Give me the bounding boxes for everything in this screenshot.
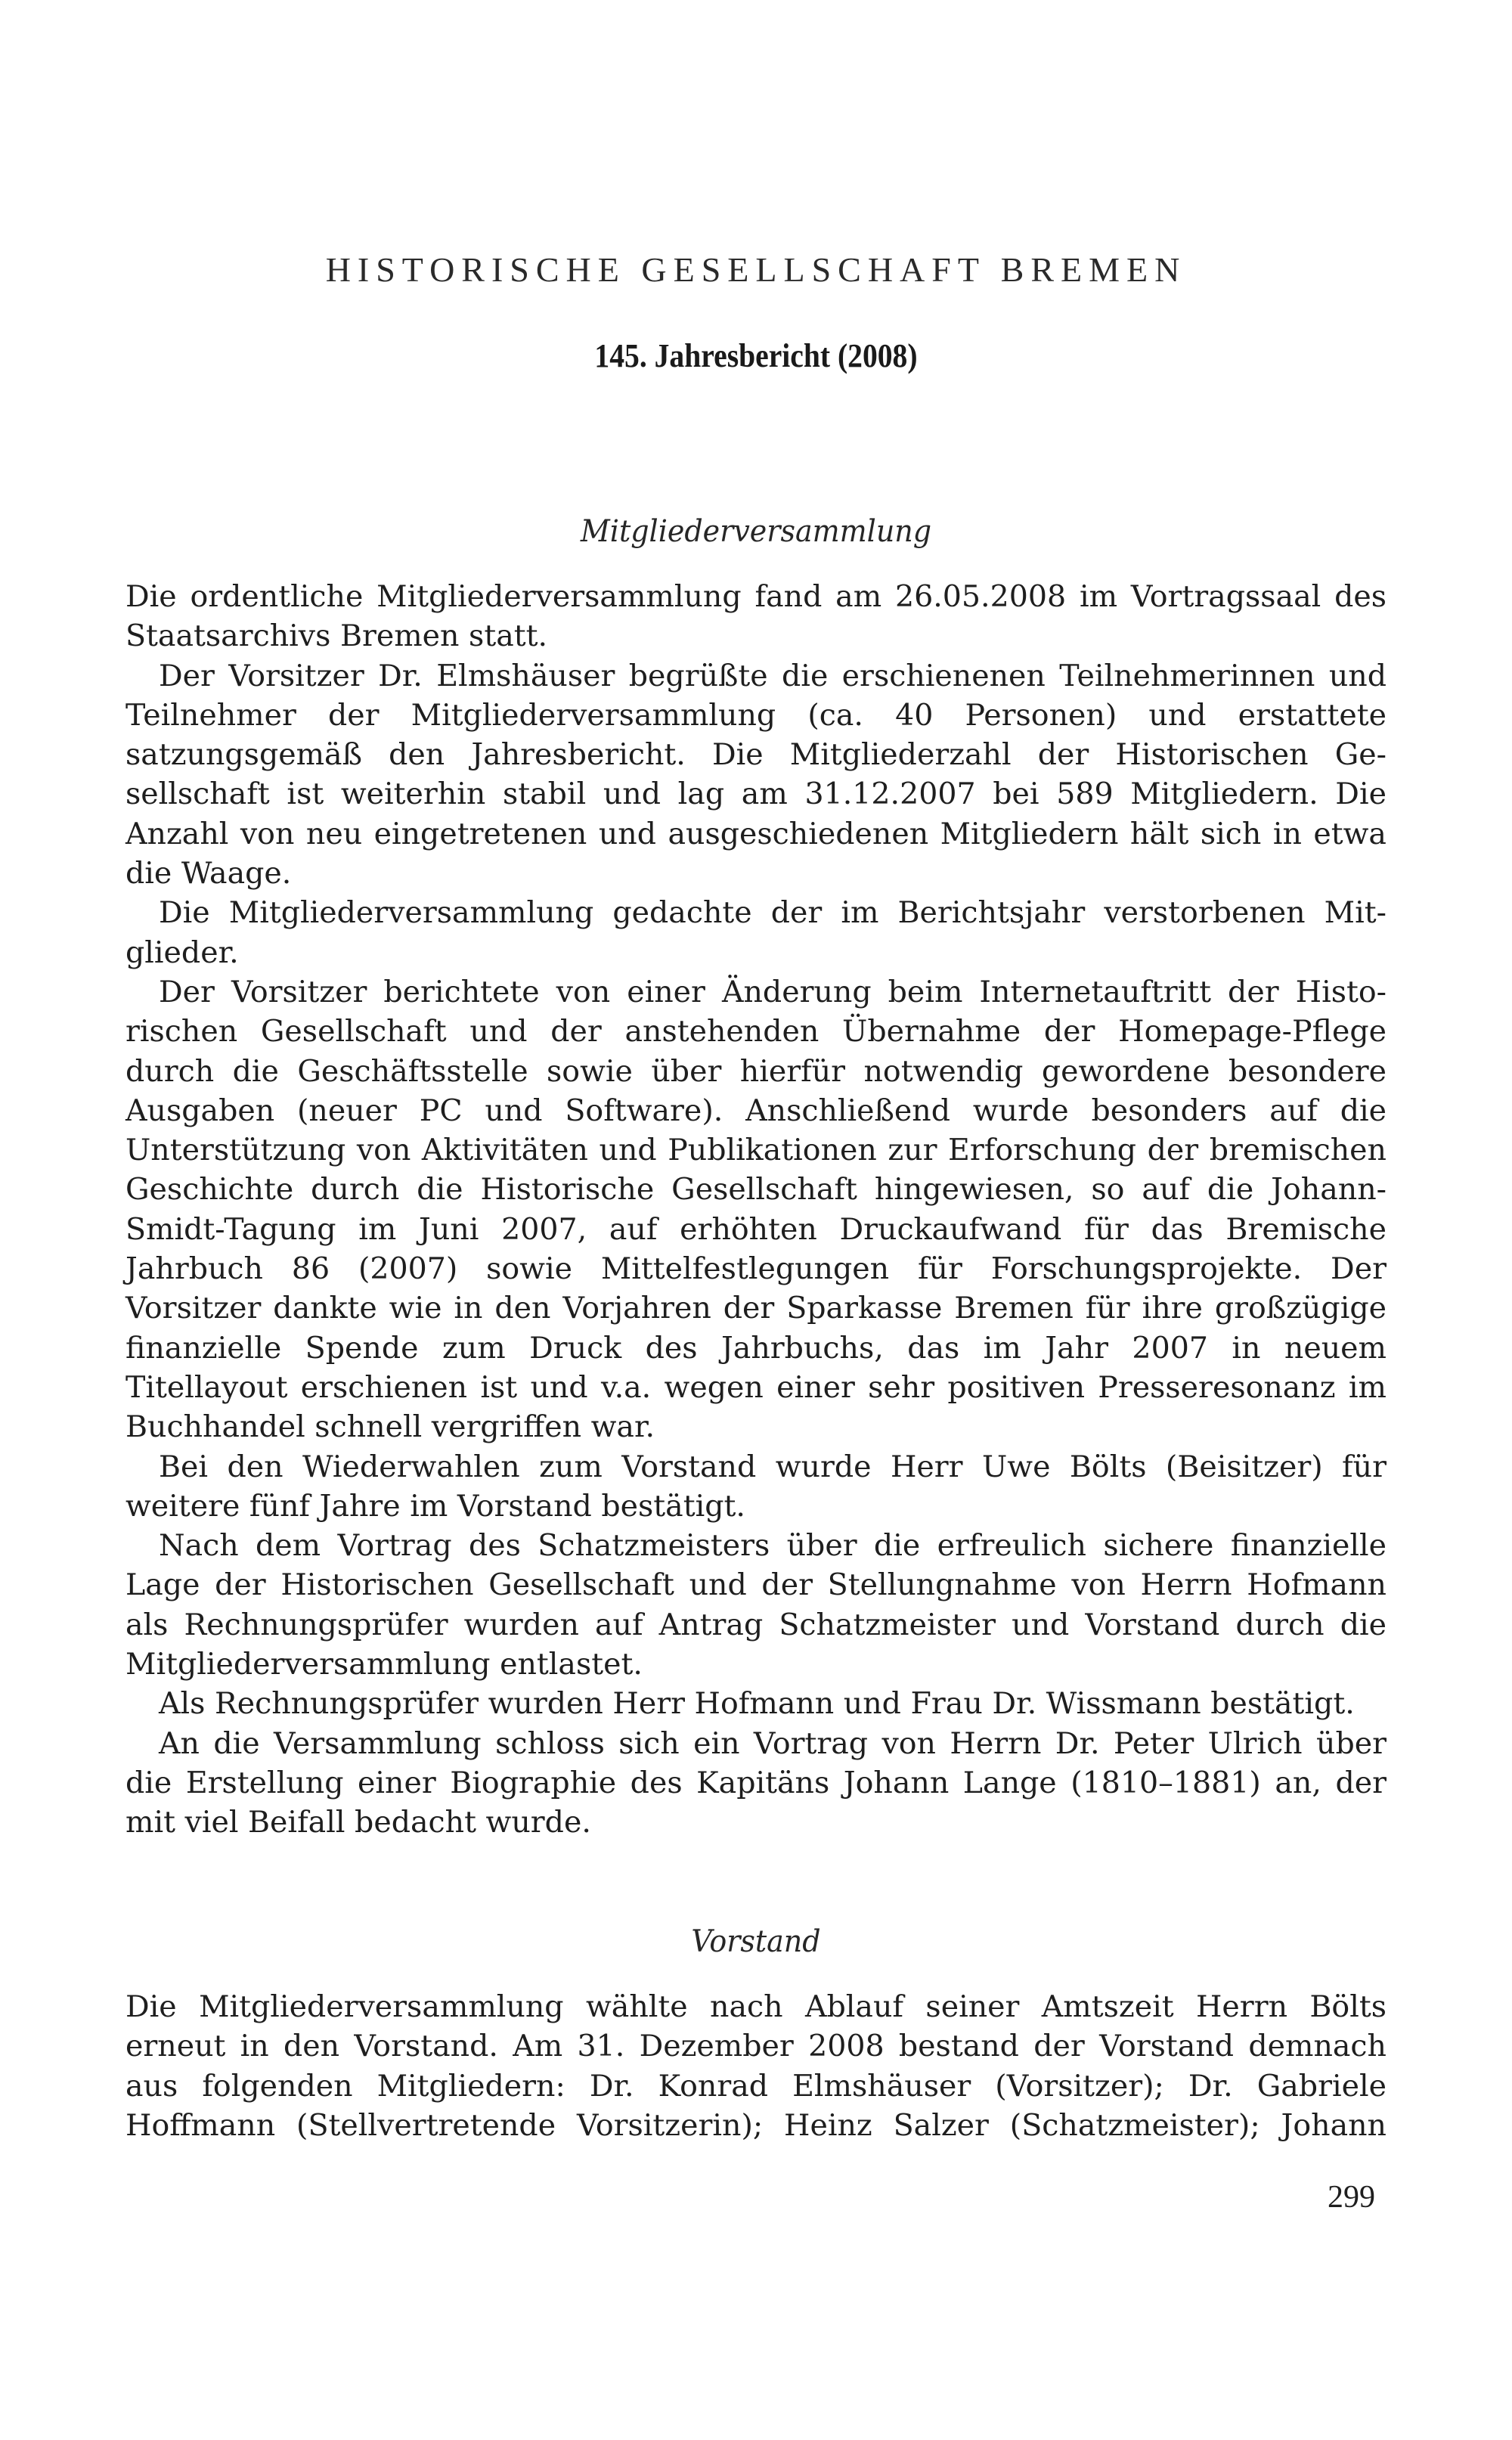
section-heading-mitgliederversammlung: Mitgliederversammlung <box>580 514 932 549</box>
running-head: HISTORISCHE GESELLSCHAFT BREMEN <box>325 250 1187 289</box>
paragraph: Als Rechnungsprüfer wurden Herr Hofmann und Frau Dr. Wissmann bestätigt. <box>159 1686 1355 1722</box>
paragraph: Die ordentliche Mitgliederversammlung fand am 26.05.2008 im Vortragssaal des Staatsarchivs Bremen statt. <box>125 579 1387 654</box>
report-title: 145. Jahresbericht (2008) <box>594 337 918 374</box>
section-body-vorstand <box>125 1987 1387 2145</box>
page-number: 299 <box>1328 2180 1375 2215</box>
paragraph: Der Vorsitzer berichtete von einer Änderung beim Internetauftritt der Historischen Gesellschaft und der anstehenden Übernahme der Homepage-Pflege durch die Geschäftsstelle sowie über hierfür notwendig gewordene besondere Ausgaben (neuer PC und Software). Anschließend wurde besonders auf die Unterstützung von Aktivitäten und Publikationen zur Erforschung der bremischen Geschichte durch die Historische Gesellschaft hingewiesen, so auf die Johann-Smidt-Tagung im Juni 2007, auf erhöhten Druckaufwand für das Bremische Jahrbuch 86 (2007) sowie Mittelfestlegungen für Forschungsprojekte. Der Vorsitzer dankte wie in den Vorjahren der Sparkasse Bremen für ihre großzügige finanzielle Spende zum Druck des Jahrbuchs, das im Jahr 2007 in neuem Titellayout erschienen ist und v.a. wegen einer sehr positiven Presseresonanz im Buchhandel schnell vergriffen war. <box>125 974 1387 1445</box>
paragraph: Der Vorsitzer Dr. Elmshäuser begrüßte die erschienenen Teilnehmerinnen und Teilnehmer der Mitgliederversammlung (ca. 40 Personen) und erstattete satzungsgemäß den Jahresbericht. Die Mitgliederzahl der Historischen Gesellschaft ist weiterhin stabil und lag am 31.12.2007 bei 589 Mitgliedern. Die Anzahl von neu eingetretenen und ausgeschiedenen Mitgliedern hält sich in etwa die Waage. <box>125 658 1387 891</box>
paragraph: Bei den Wiederwahlen zum Vorstand wurde Herr Uwe Bölts (Beisitzer) für weitere fünf Jahre im Vorstand bestätigt. <box>125 1449 1387 1524</box>
section-heading-vorstand: Vorstand <box>691 1924 821 1959</box>
paragraph: Die Mitgliederversammlung wählte nach Ablauf seiner Amtszeit Herrn Bölts erneut in den Vorstand. Am 31. Dezember 2008 bestand der Vorstand demnach aus folgenden Mitgliedern: Dr. Konrad Elmshäuser (Vorsitzer); Dr. Gabriele Hoffmann (Stellvertretende Vorsitzerin); Heinz Salzer (Schatzmeister); Johann <box>125 1989 1387 2143</box>
paragraph: Die Mitgliederversammlung gedachte der im Berichtsjahr verstorbenen Mitglieder. <box>125 895 1387 970</box>
paragraph: Nach dem Vortrag des Schatzmeisters über die erfreulich sichere finanzielle Lage der Historischen Gesellschaft und der Stellungnahme von Herrn Hofmann als Rechnungsprüfer wurden auf Antrag Schatzmeister und Vorstand durch die Mitgliederversammlung entlastet. <box>125 1528 1387 1682</box>
paragraph: An die Versammlung schloss sich ein Vortrag von Herrn Dr. Peter Ulrich über die Erstellung einer Biographie des Kapitäns Johann Lange (1810–1881) an, der mit viel Beifall bedacht wurde. <box>125 1725 1387 1840</box>
section-body-mitgliederversammlung <box>125 577 1387 1843</box>
